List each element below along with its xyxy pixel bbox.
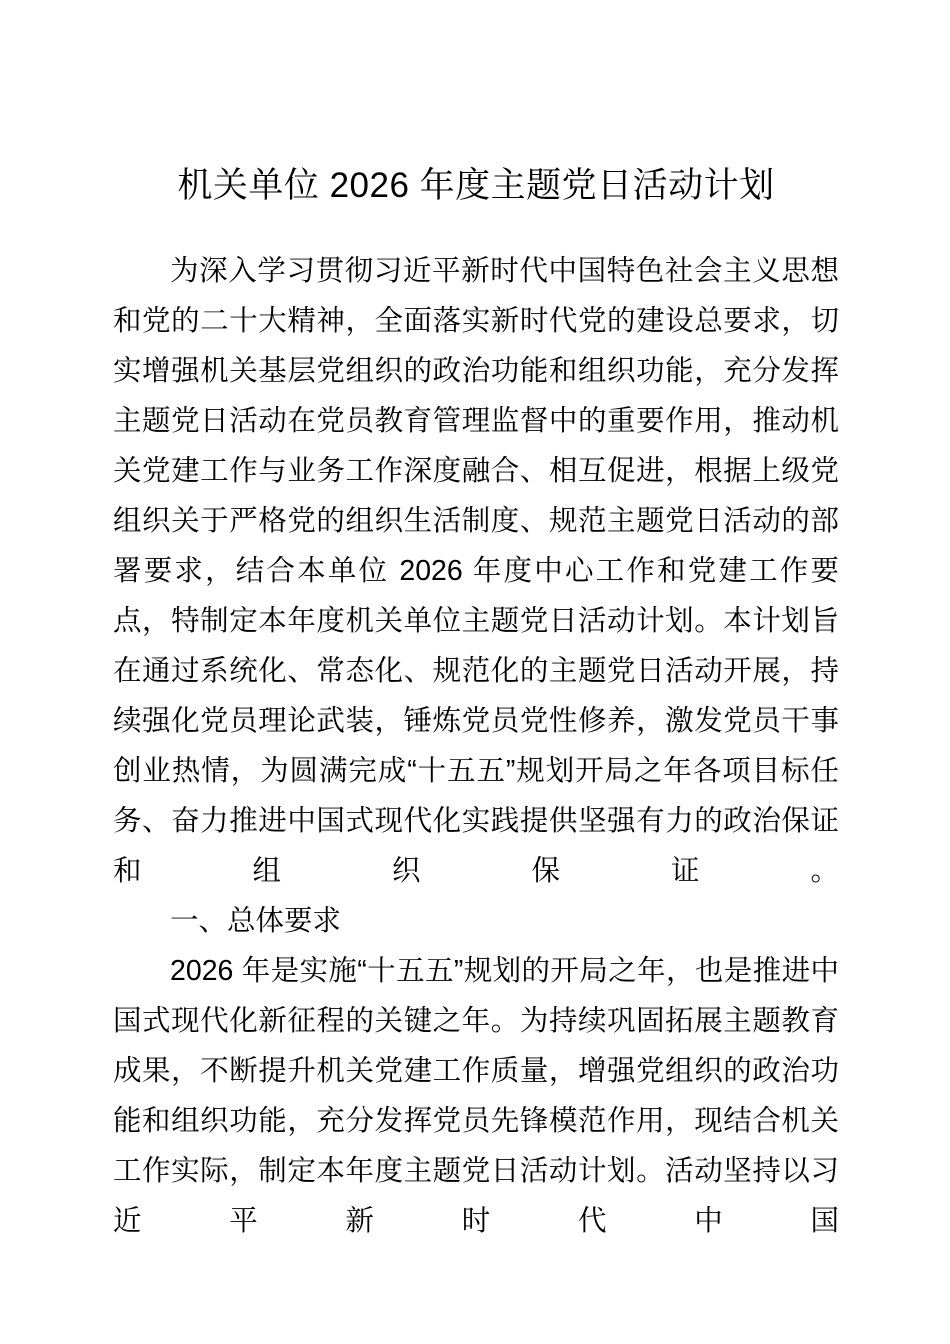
- page-title: 机关单位 2026 年度主题党日活动计划: [177, 166, 775, 205]
- section-one-paragraph: 2026 年是实施“十五五”规划的开局之年，也是推进中国式现代化新征程的关键之年。为持续巩固拓展主题教育成果，不断提升机关党建工作质量，增强党组织的政治功能和组织功能，充分发挥党员先锋模范作用，现结合机关工作实际，制定本年度主题党日活动计划。活动坚持以习近平新时代中国: [113, 955, 839, 1237]
- intro-paragraph: 为深入学习贯彻习近平新时代中国特色社会主义思想和党的二十大精神，全面落实新时代党的建设总要求，切实增强机关基层党组织的政治功能和组织功能，充分发挥主题党日活动在党员教育管理监督中的重要作用，推动机关党建工作与业务工作深度融合、相互促进，根据上级党组织关于严格党的组织生活制度、规范主题党日活动的部署要求，结合本单位 2026 年度中心工作和党建工作要点，特制定本年度机关单位主题党日活动计划。本计划旨在通过系统化、常态化、规范化的主题党日活动开展，持续强化党员理论武装，锤炼党员党性修养，激发党员干事创业热情，为圆满完成“十五五”规划开局之年各项目标任务、奋力推进中国式现代化实践提供坚强有力的政治保证和组织保证。: [113, 255, 839, 887]
- section-heading-one: 一、总体要求: [170, 905, 342, 937]
- document-body: [113, 160, 839, 1246]
